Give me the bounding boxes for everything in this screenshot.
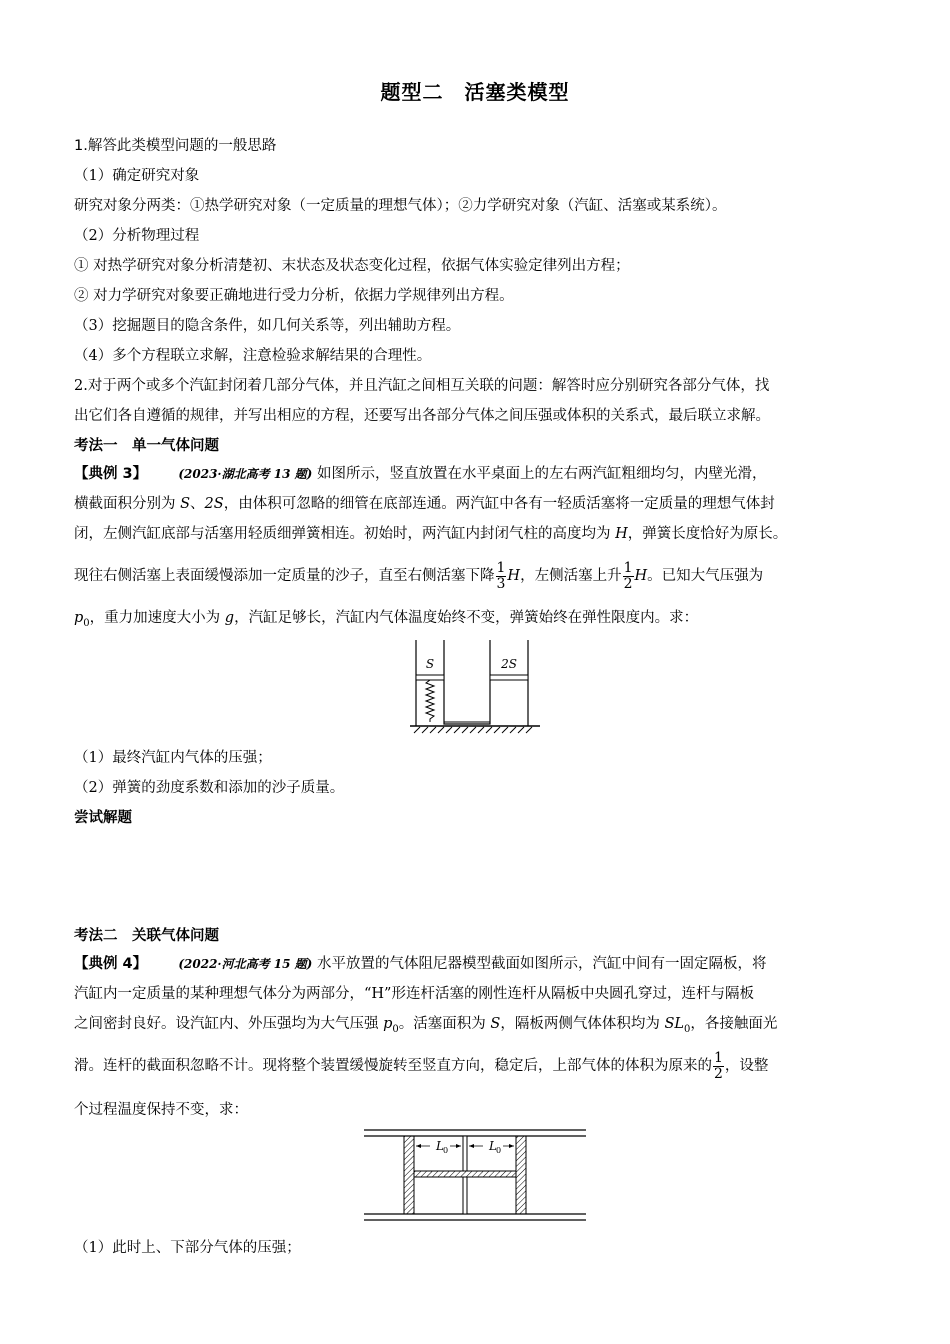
example3-question1: （1）最终汽缸内气体的压强；: [74, 750, 272, 766]
example3-line3: 闭，左侧汽缸底部与活塞用轻质细弹簧相连。初始时，两汽缸内封闭气柱的高度均为 H，弹簧长度恰好为原长。: [74, 526, 788, 542]
figure-two-cylinders: [404, 636, 546, 736]
example3-source: (2023·湖北高考 13 题): [178, 467, 313, 481]
fraction-one-third: $\frac{1}{3}$: [496, 559, 506, 592]
example3-question2: （2）弹簧的劲度系数和添加的沙子质量。: [74, 780, 345, 796]
example4-line5: 个过程温度保持不变，求：: [74, 1102, 248, 1118]
section2-line1: 2.对于两个或多个汽缸封闭着几部分气体，并且汽缸之间相互关联的问题：解答时应分别研究各部分气体，找: [74, 378, 770, 394]
example4-line2: 汽缸内一定质量的某种理想气体分为两部分，“H”形连杆活塞的刚性连杆从隔板中央圆孔穿过，连杆与隔板: [74, 986, 754, 1002]
example3-line4: 现往右侧活塞上表面缓慢添加一定质量的沙子，直至右侧活塞下降 $\frac{1}{3}$ H，左侧活塞上升 $\frac{1}{2}$ H。已知大气压强为: [74, 559, 764, 592]
example3-line2: 横截面积分别为 S、2S，由体积可忽略的细管在底部连通。两汽缸中各有一轻质活塞将一定质量的理想气体封: [74, 496, 775, 512]
example4-label: 【典例 4】: [74, 956, 148, 972]
example4-question1: （1）此时上、下部分气体的压强；: [74, 1240, 301, 1256]
section1-heading: 1.解答此类模型问题的一般思路: [74, 138, 277, 154]
section2-line2: 出它们各自遵循的规律，并写出相应的方程，还要写出各部分气体之间压强或体积的关系式，最后联立求解。: [74, 408, 770, 424]
method2-heading: 考法二 关联气体问题: [74, 928, 219, 944]
figure1-label-2S: 2S: [501, 657, 517, 671]
try-solve-label: 尝试解题: [74, 810, 132, 826]
svg-text:0: 0: [443, 1146, 449, 1155]
figure2-label-L0-right: L: [489, 1139, 497, 1153]
example3-label: 【典例 3】: [74, 466, 148, 482]
example3-line5: $p_0$，重力加速度大小为 g，汽缸足够长，汽缸内气体温度始终不变，弹簧始终在弹性限度内。求：: [74, 610, 699, 629]
step4-label: （4）多个方程联立求解，注意检验求解结果的合理性。: [74, 348, 432, 364]
example4-source: (2022·河北高考 15 题): [178, 957, 313, 971]
example4-line1: 【典例 4】 (2022·河北高考 15 题) 水平放置的气体阻尼器模型截面如图所示，汽缸中间有一固定隔板，将: [74, 956, 767, 972]
figure-gas-damper: [362, 1128, 588, 1224]
method1-heading: 考法一 单一气体问题: [74, 438, 219, 454]
step1-label: （1）确定研究对象: [74, 168, 200, 184]
step2-label: （2）分析物理过程: [74, 228, 200, 244]
step3-label: （3）挖掘题目的隐含条件，如几何关系等，列出辅助方程。: [74, 318, 461, 334]
fraction-one-half-2: $\frac{1}{2}$: [714, 1049, 723, 1082]
step2-item-b: ② 对力学研究对象要正确地进行受力分析，依据力学规律列出方程。: [74, 288, 514, 304]
example4-line4: 滑。连杆的截面积忽略不计。现将整个装置缓慢旋转至竖直方向，稳定后，上部气体的体积为原来的 $\frac{1}{2}$ ，设整: [74, 1049, 769, 1082]
fraction-one-half: $\frac{1}{2}$: [623, 559, 633, 592]
step1-text: 研究对象分两类：①热学研究对象（一定质量的理想气体）；②力学研究对象（汽缸、活塞或某系统）。: [74, 198, 727, 214]
example3-line1: [74, 464, 884, 484]
example4-line3: 之间密封良好。设汽缸内、外压强均为大气压强 $p_0$。活塞面积为 S，隔板两侧气体体积均为 $SL_0$，各接触面光: [74, 1016, 778, 1035]
figure1-label-S: S: [425, 657, 435, 671]
figure2-label-L0-left: L: [436, 1139, 444, 1153]
example3-text1: 如图所示，竖直放置在水平桌面上的左右两汽缸粗细均匀，内壁光滑，: [316, 466, 767, 482]
svg-text:0: 0: [496, 1146, 502, 1155]
page-title: 题型二 活塞类模型: [380, 80, 570, 104]
step2-item-a: ① 对热学研究对象分析清楚初、末状态及状态变化过程，依据气体实验定律列出方程；: [74, 258, 630, 274]
